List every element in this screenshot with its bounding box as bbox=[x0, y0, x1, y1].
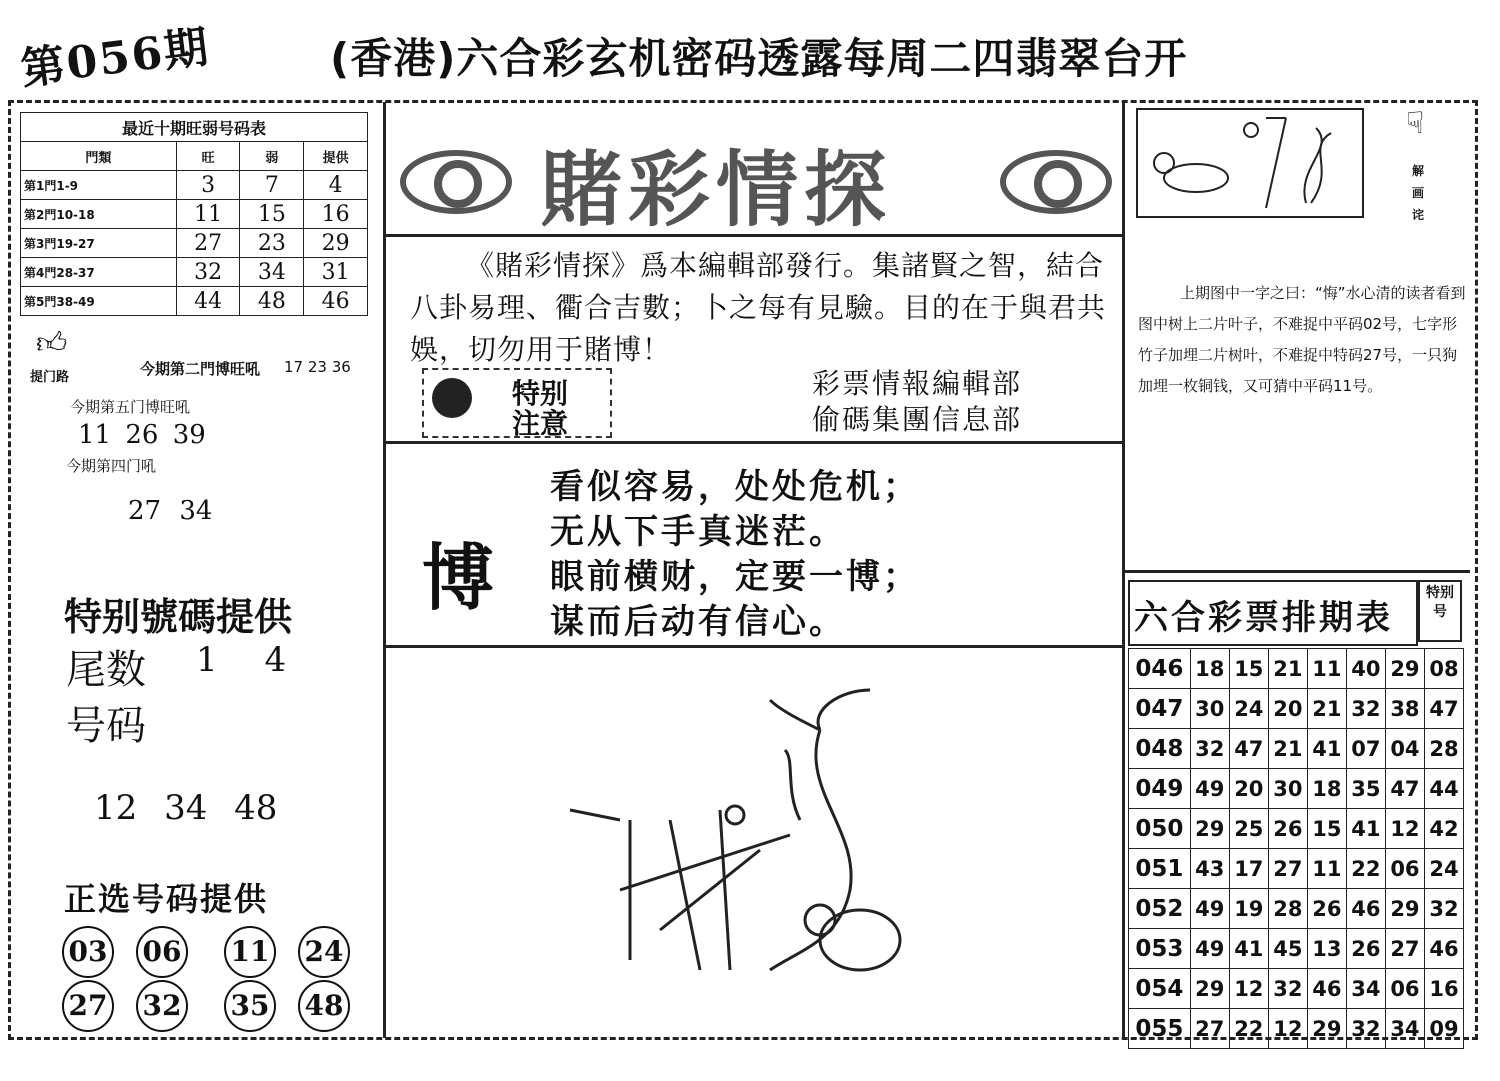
number-cell: 35 bbox=[1346, 769, 1385, 809]
number-cell: 27 bbox=[1190, 1009, 1229, 1049]
issue-cell: 051 bbox=[1129, 849, 1191, 889]
number-cell: 32 bbox=[1346, 689, 1385, 729]
special-number-cell: 46 bbox=[1424, 929, 1463, 969]
issue-cell: 047 bbox=[1129, 689, 1191, 729]
number-cell: 38 bbox=[1385, 689, 1424, 729]
issue-cell: 046 bbox=[1129, 649, 1191, 689]
table-row bbox=[21, 287, 368, 316]
number-cell: 24 bbox=[1229, 689, 1268, 729]
selection-number: 03 bbox=[62, 926, 114, 978]
selection-number: 24 bbox=[298, 926, 350, 978]
schedule-title: 六合彩票排期表 bbox=[1134, 598, 1393, 638]
number-cell: 21 bbox=[1268, 649, 1307, 689]
number-cell: 46 bbox=[1346, 889, 1385, 929]
number-cell: 32 bbox=[1346, 1009, 1385, 1049]
special-numbers: 12 34 48 bbox=[94, 788, 278, 828]
number-cell: 27 bbox=[1385, 929, 1424, 969]
notice-line1: 特别 bbox=[512, 377, 569, 410]
number-cell: 07 bbox=[1346, 729, 1385, 769]
schedule-table bbox=[1128, 648, 1464, 1049]
number-cell: 41 bbox=[1229, 929, 1268, 969]
row-label: 第4門28-37 bbox=[21, 258, 177, 287]
number-cell: 20 bbox=[1268, 689, 1307, 729]
table-row bbox=[21, 200, 368, 229]
special-number-cell: 47 bbox=[1424, 689, 1463, 729]
number-cell: 26 bbox=[1307, 889, 1346, 929]
special-number-label: 特别号 bbox=[1418, 580, 1462, 642]
table-row bbox=[21, 258, 368, 287]
issue-cell: 053 bbox=[1129, 929, 1191, 969]
table-row bbox=[1129, 649, 1464, 689]
number-cell: 40 bbox=[1346, 649, 1385, 689]
number-cell: 21 bbox=[1268, 729, 1307, 769]
door5-numbers: 11 26 39 bbox=[78, 420, 206, 450]
special-title: 特别號碼提供 bbox=[64, 595, 293, 639]
poem-line: 看似容易，处处危机； bbox=[550, 467, 920, 507]
table-row bbox=[1129, 1009, 1464, 1049]
recent-table-caption: 最近十期旺弱号码表 bbox=[21, 113, 368, 142]
divider-mid-2 bbox=[383, 441, 1123, 444]
number-cell: 29 bbox=[1190, 809, 1229, 849]
table-row bbox=[1129, 809, 1464, 849]
number-cell: 11 bbox=[1307, 849, 1346, 889]
number-cell: 26 bbox=[1346, 929, 1385, 969]
row-label: 第5門38-49 bbox=[21, 287, 177, 316]
special-number-cell: 32 bbox=[1424, 889, 1463, 929]
issue-cell: 052 bbox=[1129, 889, 1191, 929]
door2-numbers: 17 23 36 bbox=[284, 358, 351, 376]
number-cell: 15 bbox=[1307, 809, 1346, 849]
cell-wang: 32 bbox=[176, 258, 240, 287]
number-cell: 13 bbox=[1307, 929, 1346, 969]
dog-coin-illustration bbox=[1136, 108, 1364, 218]
eye-icon bbox=[400, 150, 512, 214]
table-header: 門類 bbox=[21, 142, 177, 171]
table-row bbox=[1129, 769, 1464, 809]
number-cell: 12 bbox=[1268, 1009, 1307, 1049]
cell-provide: 31 bbox=[304, 258, 368, 287]
issue-cell: 054 bbox=[1129, 969, 1191, 1009]
issue-cell: 048 bbox=[1129, 729, 1191, 769]
door2-text: 今期第二門博旺吼 bbox=[140, 360, 261, 378]
eye-icon bbox=[1000, 150, 1112, 214]
thumbs-up-icon: 👍︎ bbox=[36, 326, 68, 361]
pointing-hand-icon: ☟ bbox=[1406, 106, 1425, 141]
row-label: 第2門10-18 bbox=[21, 200, 177, 229]
number-cell: 43 bbox=[1190, 849, 1229, 889]
number-cell: 29 bbox=[1190, 969, 1229, 1009]
notice-box bbox=[422, 368, 612, 438]
explain-text: 上期图中一字之曰：“悔”水心清的读者看到图中树上二片叶子，不难捉中平码02号，七字形竹子加埋二片树叶，不难捉中特码27号，一只狗加埋一枚铜钱，又可猜中平码11号。 bbox=[1138, 284, 1466, 395]
table-row bbox=[21, 229, 368, 258]
number-cell: 12 bbox=[1385, 809, 1424, 849]
special-number-cell: 16 bbox=[1424, 969, 1463, 1009]
tail-label: 尾数 bbox=[66, 647, 146, 693]
selection-number: 11 bbox=[224, 926, 276, 978]
number-cell: 18 bbox=[1307, 769, 1346, 809]
number-cell: 49 bbox=[1190, 929, 1229, 969]
table-header: 旺 bbox=[176, 142, 240, 171]
number-cell: 12 bbox=[1229, 969, 1268, 1009]
number-cell: 15 bbox=[1229, 649, 1268, 689]
table-header: 弱 bbox=[240, 142, 304, 171]
number-cell: 41 bbox=[1346, 809, 1385, 849]
special-number-cell: 24 bbox=[1424, 849, 1463, 889]
issue-cell: 049 bbox=[1129, 769, 1191, 809]
door5-text: 今期第五门博旺吼 bbox=[70, 398, 191, 416]
poem-line: 谋而后动有信心。 bbox=[550, 602, 846, 642]
table-row bbox=[1129, 689, 1464, 729]
row-label: 第1門1-9 bbox=[21, 171, 177, 200]
table-row bbox=[1129, 969, 1464, 1009]
hint-label: 提门路 bbox=[30, 370, 70, 385]
notice-line2: 注意 bbox=[512, 407, 569, 440]
number-cell: 47 bbox=[1385, 769, 1424, 809]
number-cell: 20 bbox=[1229, 769, 1268, 809]
number-cell: 30 bbox=[1268, 769, 1307, 809]
number-cell: 06 bbox=[1385, 969, 1424, 1009]
poem-line: 眼前横财，定要一博； bbox=[550, 557, 920, 597]
number-cell: 11 bbox=[1307, 649, 1346, 689]
number-cell: 45 bbox=[1268, 929, 1307, 969]
number-cell: 29 bbox=[1307, 1009, 1346, 1049]
cell-wang: 3 bbox=[176, 171, 240, 200]
cell-ruo: 23 bbox=[240, 229, 304, 258]
divider-mid-3 bbox=[383, 645, 1123, 648]
table-row bbox=[21, 171, 368, 200]
selection-title: 正选号码提供 bbox=[64, 880, 269, 918]
number-cell: 29 bbox=[1385, 889, 1424, 929]
selection-number: 35 bbox=[224, 980, 276, 1032]
number-cell: 19 bbox=[1229, 889, 1268, 929]
selection-number: 32 bbox=[136, 980, 188, 1032]
number-cell: 34 bbox=[1346, 969, 1385, 1009]
headline: (香港)六合彩玄机密码透露每周二四翡翠台开 bbox=[330, 34, 1188, 83]
number-label: 号码 bbox=[66, 703, 146, 749]
number-cell: 47 bbox=[1229, 729, 1268, 769]
explain-label: 解画诧 bbox=[1412, 164, 1425, 222]
number-cell: 06 bbox=[1385, 849, 1424, 889]
cell-wang: 27 bbox=[176, 229, 240, 258]
cell-wang: 44 bbox=[176, 287, 240, 316]
number-cell: 30 bbox=[1190, 689, 1229, 729]
number-cell: 22 bbox=[1229, 1009, 1268, 1049]
dept-1: 彩票情報編輯部 bbox=[812, 367, 1023, 400]
special-number-cell: 28 bbox=[1424, 729, 1463, 769]
table-header: 提供 bbox=[304, 142, 368, 171]
selection-number: 27 bbox=[62, 980, 114, 1032]
issue-number: 第056期 bbox=[18, 21, 213, 96]
number-cell: 21 bbox=[1307, 689, 1346, 729]
selection-number: 48 bbox=[298, 980, 350, 1032]
number-cell: 41 bbox=[1307, 729, 1346, 769]
number-cell: 25 bbox=[1229, 809, 1268, 849]
table-row bbox=[1129, 849, 1464, 889]
cell-provide: 46 bbox=[304, 287, 368, 316]
number-cell: 28 bbox=[1268, 889, 1307, 929]
poem-char: 博 bbox=[422, 535, 495, 620]
selection-number: 06 bbox=[136, 926, 188, 978]
banner-title: 賭彩情探 bbox=[540, 142, 893, 238]
table-row bbox=[1129, 729, 1464, 769]
number-cell: 49 bbox=[1190, 889, 1229, 929]
door4-text: 今期第四门吼 bbox=[66, 457, 157, 475]
tail-values: 1 4 bbox=[196, 640, 287, 680]
divider-right-1 bbox=[1122, 570, 1470, 573]
poem-line: 无从下手真迷茫。 bbox=[550, 512, 846, 552]
bomb-icon bbox=[432, 378, 472, 418]
special-number-cell: 44 bbox=[1424, 769, 1463, 809]
riddle-illustration bbox=[560, 670, 920, 1000]
number-cell: 32 bbox=[1190, 729, 1229, 769]
table-row bbox=[1129, 929, 1464, 969]
cell-ruo: 7 bbox=[240, 171, 304, 200]
number-cell: 26 bbox=[1268, 809, 1307, 849]
number-cell: 17 bbox=[1229, 849, 1268, 889]
intro-text: 《賭彩情探》爲本編輯部發行。集諸賢之智，結合八卦易理、衢合吉數；卜之每有見驗。目的在于與君共娛，切勿用于賭博！ bbox=[410, 249, 1107, 366]
dept-2: 偷碼集團信息部 bbox=[812, 403, 1023, 436]
number-cell: 29 bbox=[1385, 649, 1424, 689]
number-cell: 32 bbox=[1268, 969, 1307, 1009]
number-cell: 27 bbox=[1268, 849, 1307, 889]
cell-ruo: 48 bbox=[240, 287, 304, 316]
number-cell: 22 bbox=[1346, 849, 1385, 889]
special-number-cell: 09 bbox=[1424, 1009, 1463, 1049]
special-number-cell: 08 bbox=[1424, 649, 1463, 689]
cell-provide: 4 bbox=[304, 171, 368, 200]
table-row bbox=[1129, 889, 1464, 929]
row-label: 第3門19-27 bbox=[21, 229, 177, 258]
recent-numbers-table bbox=[20, 112, 368, 316]
poem bbox=[550, 465, 920, 645]
cell-wang: 11 bbox=[176, 200, 240, 229]
divider-left bbox=[383, 102, 386, 1038]
number-cell: 49 bbox=[1190, 769, 1229, 809]
number-cell: 04 bbox=[1385, 729, 1424, 769]
door4-numbers: 27 34 bbox=[128, 496, 213, 526]
number-cell: 18 bbox=[1190, 649, 1229, 689]
number-cell: 34 bbox=[1385, 1009, 1424, 1049]
cell-ruo: 34 bbox=[240, 258, 304, 287]
cell-provide: 29 bbox=[304, 229, 368, 258]
special-number-cell: 42 bbox=[1424, 809, 1463, 849]
cell-provide: 16 bbox=[304, 200, 368, 229]
issue-cell: 055 bbox=[1129, 1009, 1191, 1049]
cell-ruo: 15 bbox=[240, 200, 304, 229]
issue-cell: 050 bbox=[1129, 809, 1191, 849]
number-cell: 46 bbox=[1307, 969, 1346, 1009]
